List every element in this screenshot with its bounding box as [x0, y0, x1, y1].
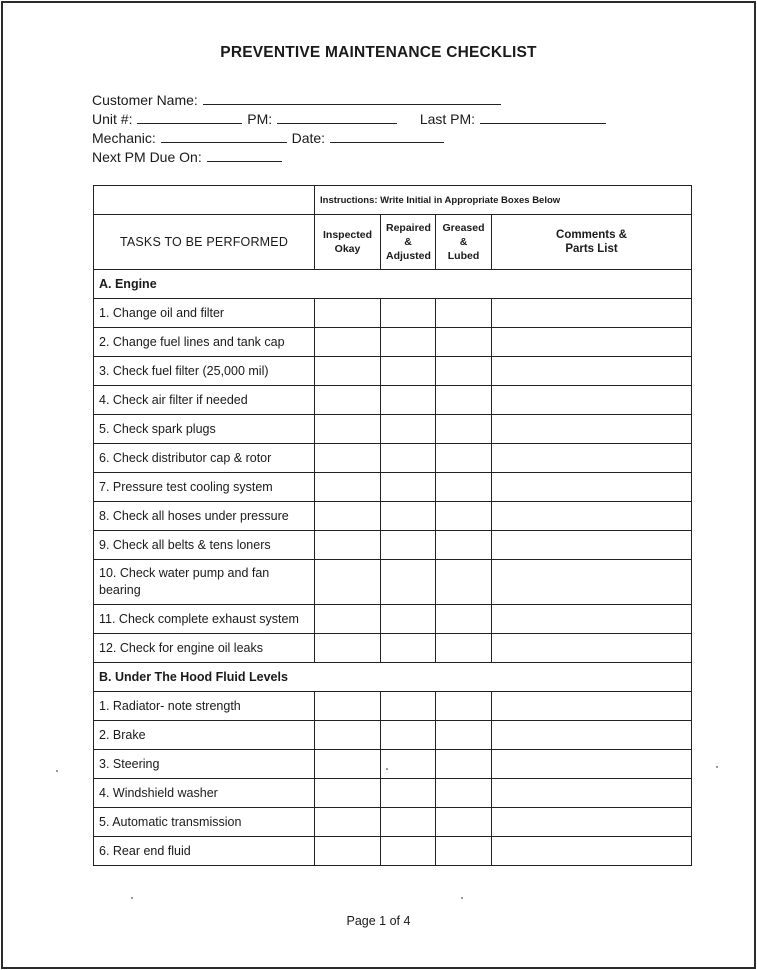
task-label: 4. Windshield washer: [94, 779, 315, 808]
col-header-greased: [436, 215, 492, 270]
date-label: Date:: [291, 130, 326, 146]
comments-cell[interactable]: [492, 605, 692, 634]
comments-cell[interactable]: [492, 837, 692, 866]
repaired-cell[interactable]: [381, 808, 436, 837]
col-header-inspected-line2: Okay: [334, 243, 361, 255]
section-row: [94, 270, 692, 299]
repaired-cell[interactable]: [381, 444, 436, 473]
mechanic-field[interactable]: [161, 129, 287, 143]
repaired-cell[interactable]: [381, 779, 436, 808]
col-header-greased-line1: Greased: [442, 222, 485, 234]
task-label: 8. Check all hoses under pressure: [94, 502, 315, 531]
task-row: [94, 531, 692, 560]
greased-cell[interactable]: [436, 386, 492, 415]
comments-cell[interactable]: [492, 750, 692, 779]
comments-cell[interactable]: [492, 692, 692, 721]
greased-cell[interactable]: [436, 560, 492, 605]
task-row: [94, 502, 692, 531]
comments-cell[interactable]: [492, 415, 692, 444]
col-header-repaired-line3: Adjusted: [386, 250, 431, 262]
repaired-cell[interactable]: [381, 299, 436, 328]
date-field[interactable]: [330, 129, 444, 143]
greased-cell[interactable]: [436, 473, 492, 502]
page-title: PREVENTIVE MAINTENANCE CHECKLIST: [220, 44, 537, 61]
comments-cell[interactable]: [492, 473, 692, 502]
section-row: [94, 663, 692, 692]
task-label: 3. Check fuel filter (25,000 mil): [94, 357, 315, 386]
scan-speck: [56, 770, 58, 772]
col-header-repaired-line2: &: [404, 236, 412, 248]
inspected-cell[interactable]: [315, 473, 381, 502]
greased-cell[interactable]: [436, 531, 492, 560]
inspected-cell[interactable]: [315, 837, 381, 866]
comments-cell[interactable]: [492, 357, 692, 386]
col-header-comments-line1: Comments &: [556, 229, 627, 241]
greased-cell[interactable]: [436, 750, 492, 779]
task-row: [94, 808, 692, 837]
col-header-greased-line2: &: [459, 236, 468, 248]
instructions-text: Instructions: Write Initial in Appropriate Boxes Below: [315, 186, 692, 215]
customer-name-label: Customer Name:: [92, 92, 198, 108]
inspected-cell[interactable]: [315, 560, 381, 605]
customer-name-field[interactable]: [203, 91, 501, 105]
col-header-inspected-line1: Inspected: [322, 229, 372, 241]
inspected-cell[interactable]: [315, 531, 381, 560]
inspected-cell[interactable]: [315, 444, 381, 473]
comments-cell[interactable]: [492, 634, 692, 663]
greased-cell[interactable]: [436, 605, 492, 634]
task-row: [94, 386, 692, 415]
greased-cell[interactable]: [436, 808, 492, 837]
checklist-table: [93, 185, 692, 866]
greased-cell[interactable]: [436, 328, 492, 357]
scan-speck: [716, 766, 718, 768]
pm-field[interactable]: [277, 110, 397, 124]
unit-field[interactable]: [137, 110, 242, 124]
task-row: [94, 634, 692, 663]
task-row: [94, 328, 692, 357]
greased-cell[interactable]: [436, 779, 492, 808]
comments-cell[interactable]: [492, 560, 692, 605]
comments-cell[interactable]: [492, 721, 692, 750]
inspected-cell[interactable]: [315, 692, 381, 721]
header-form: [92, 91, 607, 167]
task-label: 5. Check spark plugs: [94, 415, 315, 444]
col-header-inspected: [315, 215, 381, 270]
repaired-cell[interactable]: [381, 415, 436, 444]
section-heading: A. Engine: [94, 270, 692, 299]
task-row: [94, 473, 692, 502]
comments-cell[interactable]: [492, 531, 692, 560]
column-header-row: [94, 215, 692, 270]
page-number: Page 1 of 4: [346, 914, 411, 928]
inspected-cell[interactable]: [315, 721, 381, 750]
task-label: 6. Check distributor cap & rotor: [94, 444, 315, 473]
inspected-cell[interactable]: [315, 357, 381, 386]
mechanic-label: Mechanic:: [92, 130, 156, 146]
comments-cell[interactable]: [492, 444, 692, 473]
task-label: 7. Pressure test cooling system: [94, 473, 315, 502]
task-row: [94, 357, 692, 386]
task-label: 6. Rear end fluid: [94, 837, 315, 866]
task-row: [94, 779, 692, 808]
inspected-cell[interactable]: [315, 415, 381, 444]
task-label: 1. Radiator- note strength: [94, 692, 315, 721]
comments-cell[interactable]: [492, 299, 692, 328]
task-row: [94, 560, 692, 605]
task-row: [94, 750, 692, 779]
task-label: 11. Check complete exhaust system: [94, 605, 315, 634]
task-row: [94, 444, 692, 473]
scan-speck: [461, 897, 463, 899]
scan-speck: [131, 897, 133, 899]
repaired-cell[interactable]: [381, 560, 436, 605]
repaired-cell[interactable]: [381, 837, 436, 866]
repaired-cell[interactable]: [381, 473, 436, 502]
task-row: [94, 837, 692, 866]
repaired-cell[interactable]: [381, 502, 436, 531]
comments-cell[interactable]: [492, 808, 692, 837]
tasks-header: TASKS TO BE PERFORMED: [94, 215, 315, 270]
repaired-cell[interactable]: [381, 721, 436, 750]
comments-cell[interactable]: [492, 779, 692, 808]
greased-cell[interactable]: [436, 357, 492, 386]
repaired-cell[interactable]: [381, 531, 436, 560]
inspected-cell[interactable]: [315, 328, 381, 357]
greased-cell[interactable]: [436, 692, 492, 721]
greased-cell[interactable]: [436, 502, 492, 531]
mechanic-row: [92, 129, 607, 148]
scan-speck: [386, 768, 388, 770]
inspected-cell[interactable]: [315, 386, 381, 415]
repaired-cell[interactable]: [381, 634, 436, 663]
greased-cell[interactable]: [436, 299, 492, 328]
next-pm-row: [92, 148, 607, 167]
greased-cell[interactable]: [436, 634, 492, 663]
task-label: 9. Check all belts & tens loners: [94, 531, 315, 560]
last-pm-label: Last PM:: [419, 111, 476, 127]
comments-cell[interactable]: [492, 502, 692, 531]
repaired-cell[interactable]: [381, 328, 436, 357]
greased-cell[interactable]: [436, 415, 492, 444]
inspected-cell[interactable]: [315, 750, 381, 779]
task-label: 1. Change oil and filter: [94, 299, 315, 328]
greased-cell[interactable]: [436, 837, 492, 866]
last-pm-field[interactable]: [480, 110, 606, 124]
task-row: [94, 692, 692, 721]
inspected-cell[interactable]: [315, 634, 381, 663]
col-header-greased-line3: Lubed: [447, 250, 480, 262]
task-label: 12. Check for engine oil leaks: [94, 634, 315, 663]
task-label: 4. Check air filter if needed: [94, 386, 315, 415]
col-header-comments-line2: Parts List: [565, 243, 618, 255]
repaired-cell[interactable]: [381, 692, 436, 721]
comments-cell[interactable]: [492, 328, 692, 357]
next-pm-label: Next PM Due On:: [92, 149, 202, 165]
task-row: [94, 605, 692, 634]
unit-label: Unit #:: [92, 111, 133, 127]
section-heading: B. Under The Hood Fluid Levels: [94, 663, 692, 692]
greased-cell[interactable]: [436, 444, 492, 473]
col-header-repaired-line1: Repaired: [386, 222, 431, 234]
task-label: 5. Automatic transmission: [94, 808, 315, 837]
task-label: 2. Change fuel lines and tank cap: [94, 328, 315, 357]
col-header-repaired: [381, 215, 436, 270]
task-label: 3. Steering: [94, 750, 315, 779]
inspected-cell[interactable]: [315, 808, 381, 837]
repaired-cell[interactable]: [381, 357, 436, 386]
instructions-blank-cell: [94, 186, 315, 215]
inspected-cell[interactable]: [315, 502, 381, 531]
comments-cell[interactable]: [492, 386, 692, 415]
unit-row: [92, 110, 607, 129]
task-row: [94, 415, 692, 444]
inspected-cell[interactable]: [315, 299, 381, 328]
task-row: [94, 721, 692, 750]
task-label: 2. Brake: [94, 721, 315, 750]
repaired-cell[interactable]: [381, 605, 436, 634]
instructions-row: [94, 186, 692, 215]
col-header-comments: [492, 215, 692, 270]
task-label: 10. Check water pump and fan bearing: [94, 560, 315, 605]
inspected-cell[interactable]: [315, 605, 381, 634]
greased-cell[interactable]: [436, 721, 492, 750]
inspected-cell[interactable]: [315, 779, 381, 808]
pm-label: PM:: [247, 111, 273, 127]
next-pm-field[interactable]: [207, 148, 282, 162]
repaired-cell[interactable]: [381, 750, 436, 779]
task-row: [94, 299, 692, 328]
repaired-cell[interactable]: [381, 386, 436, 415]
customer-name-row: [92, 91, 607, 110]
